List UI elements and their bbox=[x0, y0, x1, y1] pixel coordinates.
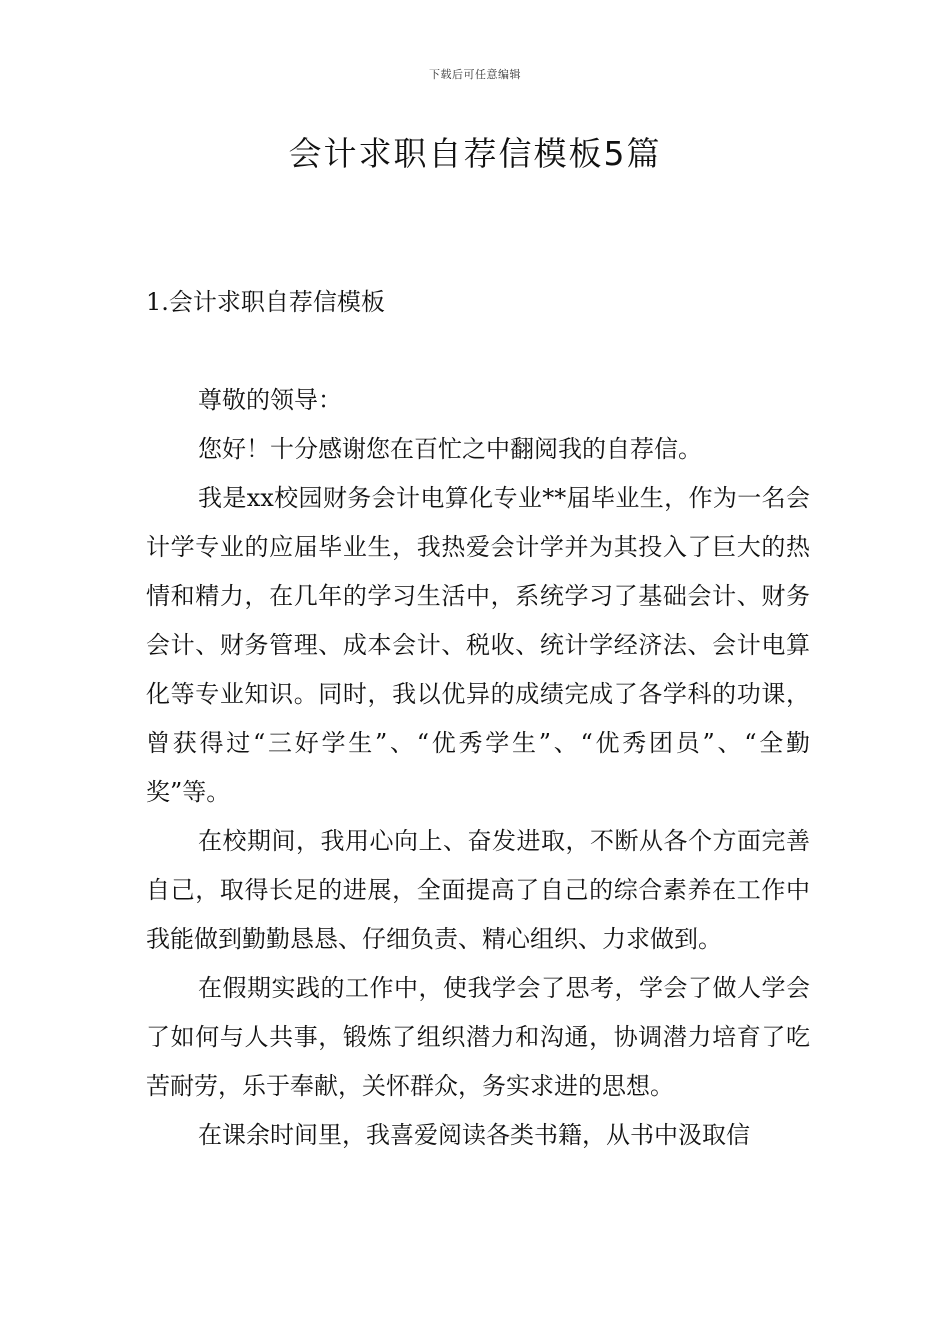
section-heading: 1.会计求职自荐信模板 bbox=[146, 288, 385, 316]
greeting-paragraph: 您好！十分感谢您在百忙之中翻阅我的自荐信。 bbox=[198, 435, 702, 463]
hobbies-paragraph: 在课余时间里，我喜爱阅读各类书籍，从书中汲取信 bbox=[198, 1121, 750, 1149]
education-paragraph: 我是xx校园财务会计电算化专业**届毕业生，作为一名会计学专业的应届毕业生，我热爱会计学并为其投入了巨大的热情和精力，在几年的学习生活中，系统学习了基础会计、财务会计、财务管理、成本会计、税收、统计学经济法、会计电算化等专业知识。同时，我以优异的成绩完成了各学科的功课，曾获得过“三好学生”、“优秀学生”、“优秀团员”、“全勤奖”等。 bbox=[146, 484, 810, 806]
school-performance-paragraph: 在校期间，我用心向上、奋发进取，不断从各个方面完善自己，取得长足的进展，全面提高了自己的综合素养在工作中我能做到勤勤恳恳、仔细负责、精心组织、力求做到。 bbox=[146, 827, 810, 953]
salutation: 尊敬的领导： bbox=[198, 386, 342, 414]
header-note: 下载后可任意编辑 bbox=[429, 68, 521, 81]
practice-paragraph: 在假期实践的工作中，使我学会了思考，学会了做人学会了如何与人共事，锻炼了组织潜力和沟通，协调潜力培育了吃苦耐劳，乐于奉献，关怀群众，务实求进的思想。 bbox=[146, 974, 810, 1100]
document-title: 会计求职自荐信模板5篇 bbox=[288, 134, 662, 173]
letter-body bbox=[146, 376, 810, 1160]
